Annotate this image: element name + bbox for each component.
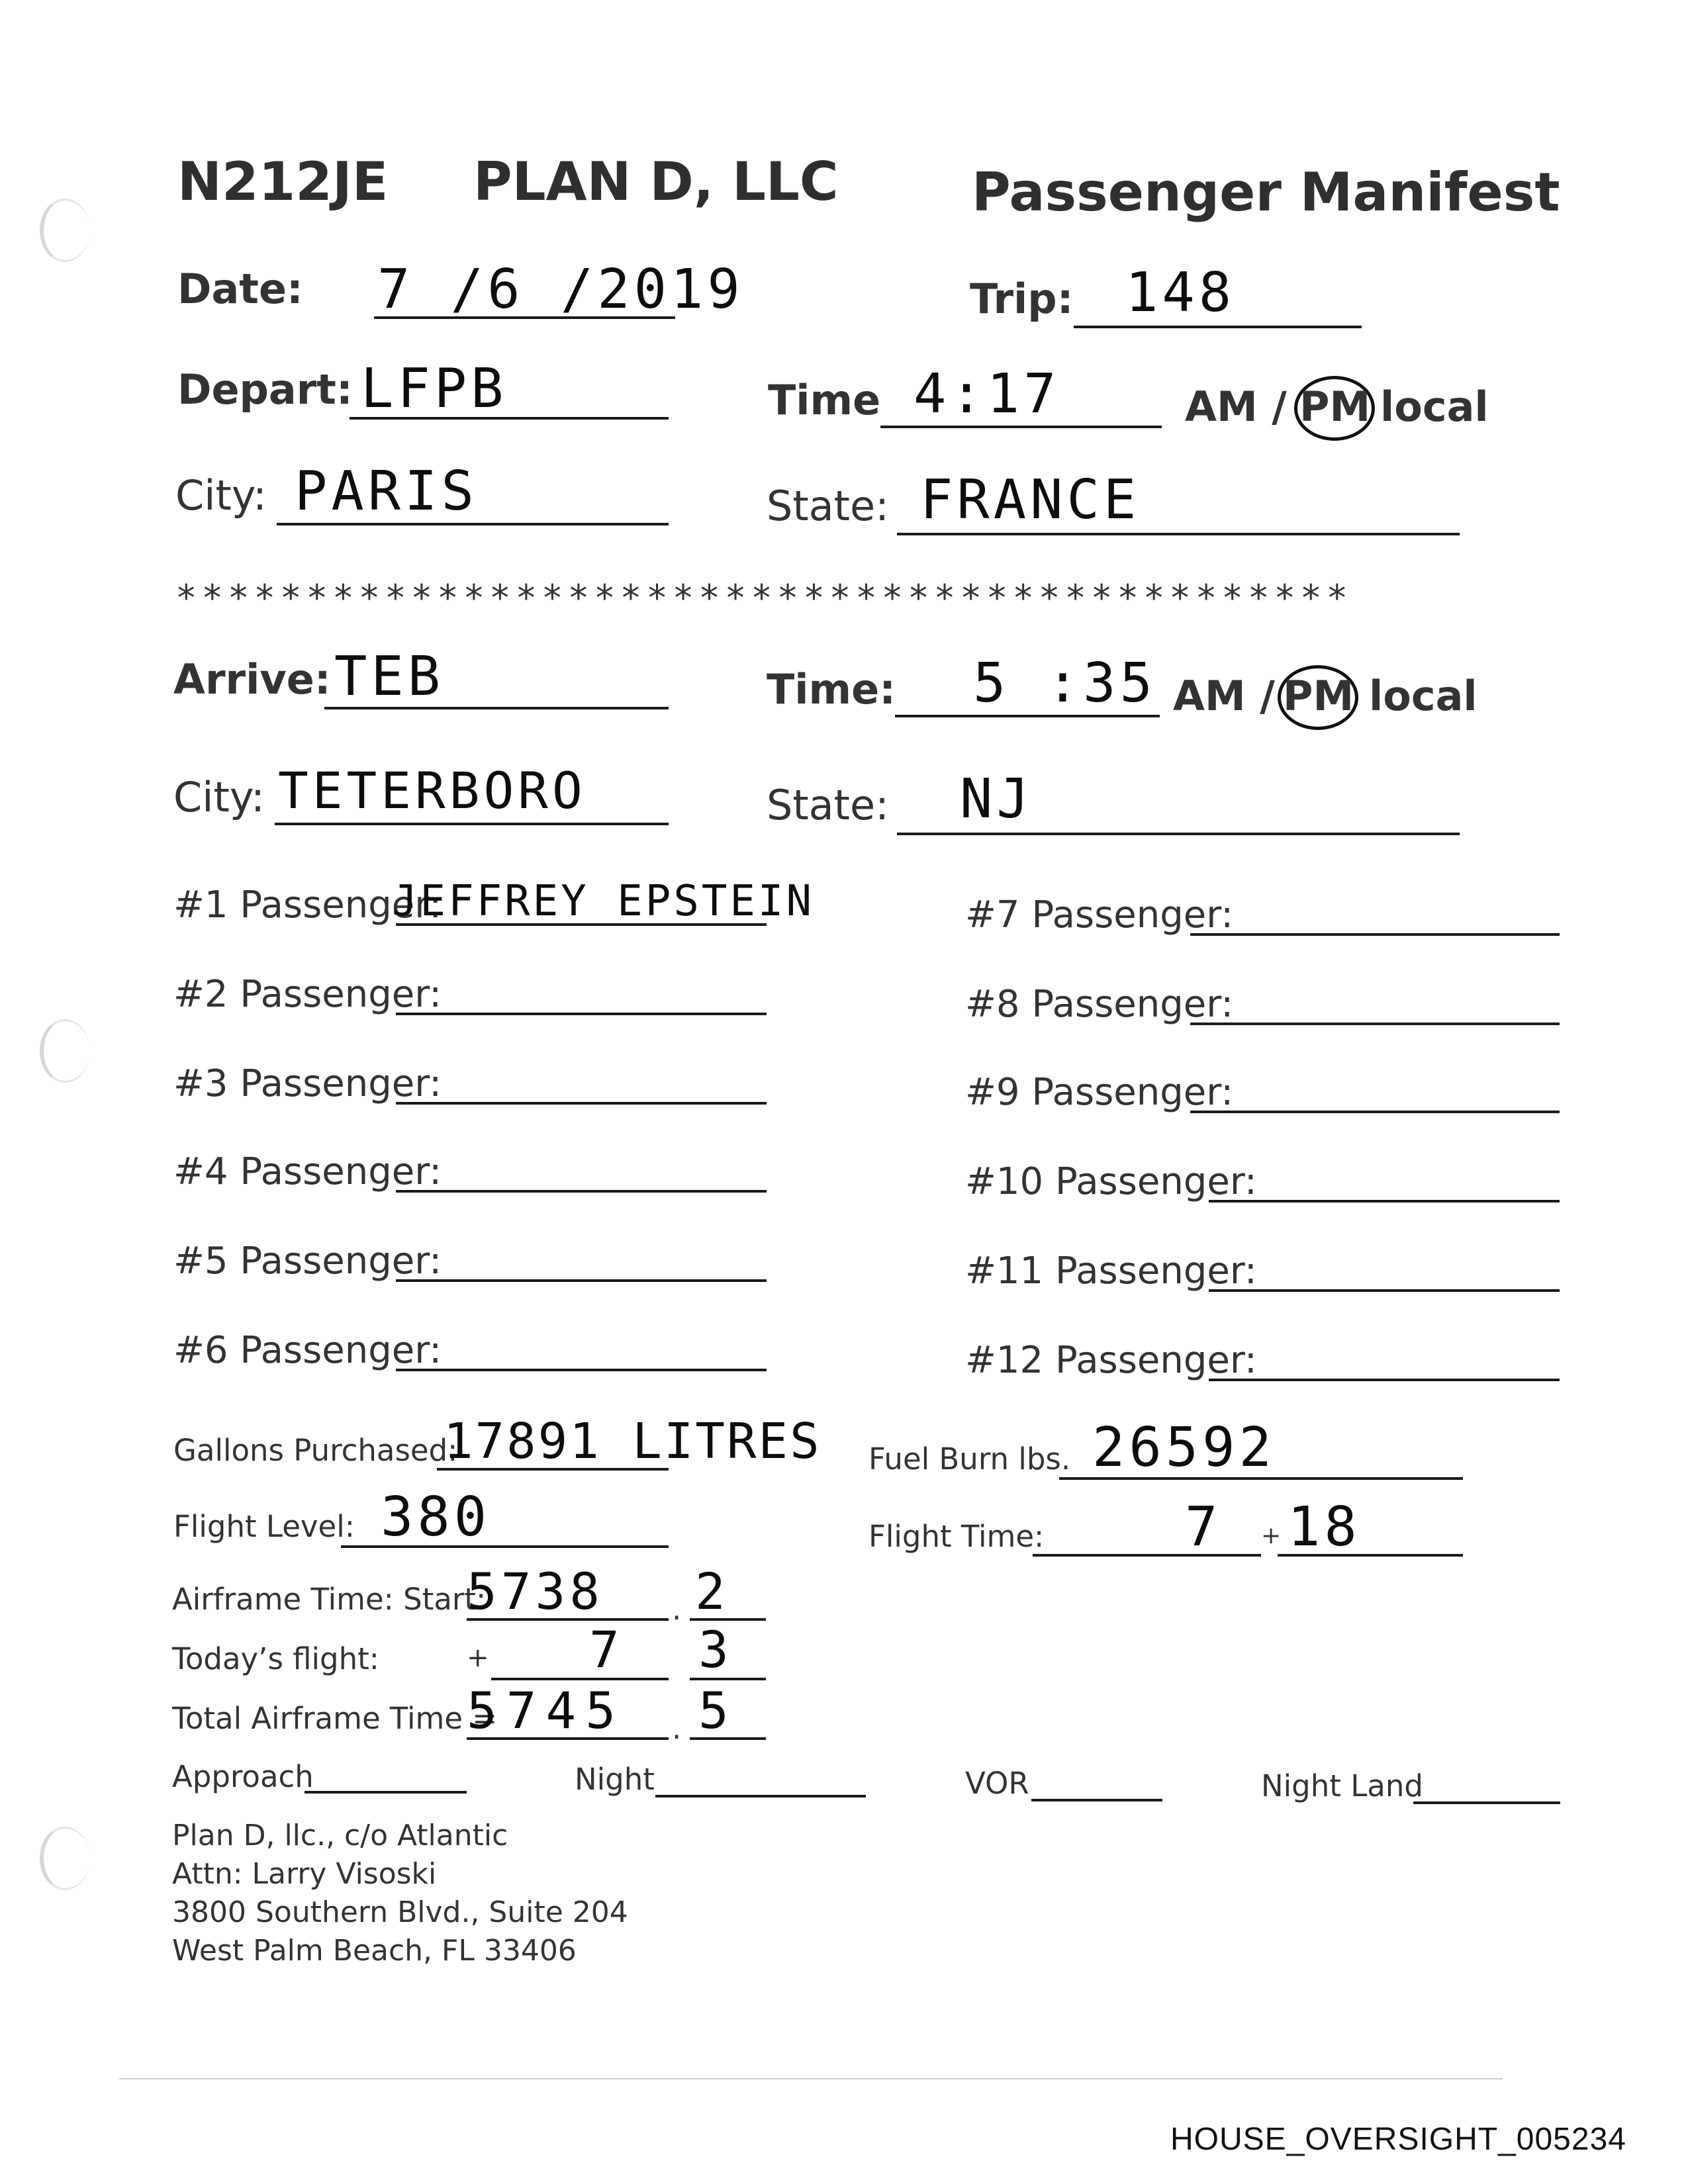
passenger-10-label: #10 Passenger: [965,1160,1257,1203]
depart-value[interactable]: LFPB [361,357,508,420]
night-land-label: Night Land [1261,1768,1423,1803]
gallons-label: Gallons Purchased: [173,1433,458,1468]
gallons-value[interactable]: 17891 LITRES [444,1413,821,1470]
arrive-time-label: Time: [767,665,896,713]
binder-hole-top [40,199,90,262]
arrive-city-line [275,823,669,825]
trip-value[interactable]: 148 [1125,261,1236,324]
passenger-11-line [1209,1289,1560,1292]
airframe-start-tenth[interactable]: 2 [695,1562,729,1621]
passenger-8-line [1190,1023,1560,1025]
address-line-3: 3800 Southern Blvd., Suite 204 [172,1895,628,1929]
flight-level-label: Flight Level: [173,1509,355,1544]
flight-time-label: Flight Time: [868,1519,1045,1554]
tail-number: N212JE [177,151,389,212]
airframe-start-label: Airframe Time: Start: [172,1582,487,1617]
depart-city-value[interactable]: PARIS [295,460,478,523]
passenger-6-label: #6 Passenger: [173,1329,442,1372]
flight-time-minutes[interactable]: 18 [1288,1496,1361,1559]
night-land-line [1413,1801,1560,1804]
arrive-value[interactable]: TEB [334,645,445,708]
total-airframe-label: Total Airframe Time = [172,1701,498,1736]
passenger-4-line [396,1190,767,1193]
approach-label: Approach [172,1759,314,1794]
passenger-8-label: #8 Passenger: [965,983,1234,1026]
arrive-city-label: City: [173,773,265,821]
passenger-1-label: #1 Passenger: [173,884,442,927]
passenger-10-line [1209,1200,1560,1203]
arrive-label: Arrive: [173,655,331,704]
passenger-12-label: #12 Passenger: [965,1339,1257,1382]
arrive-state-value[interactable]: NJ [960,768,1033,831]
arrive-state-line [897,833,1460,835]
fuel-burn-label: Fuel Burn lbs. [868,1441,1071,1477]
depart-state-label: State: [767,482,890,530]
fuel-burn-value[interactable]: 26592 [1092,1416,1276,1479]
scan-bottom-edge [119,2078,1503,2079]
date-value[interactable]: 7 /6 /2019 [377,258,744,321]
trip-line [1074,326,1362,328]
arrive-am-label: AM / [1173,672,1275,720]
arrive-local-label: local [1369,672,1477,720]
todays-flight-tenth[interactable]: 3 [698,1620,733,1679]
passenger-7-line [1190,933,1560,936]
depart-pm-label: PM [1299,383,1371,431]
depart-city-label: City: [175,471,267,520]
address-line-4: West Palm Beach, FL 33406 [172,1934,577,1968]
depart-state-line [897,533,1460,535]
total-airframe-dot: . [672,1711,682,1746]
depart-label: Depart: [177,365,353,414]
todays-flight-label: Today’s flight: [172,1641,379,1676]
arrive-time-line [895,715,1160,717]
todays-flight-plus: + [467,1643,489,1673]
passenger-5-line [396,1279,767,1282]
passenger-2-line [396,1013,767,1015]
flight-time-plus: + [1261,1522,1282,1549]
todays-flight-whole-line [491,1678,669,1680]
passenger-9-label: #9 Passenger: [965,1071,1234,1114]
depart-am-label: AM / [1185,383,1287,431]
document-id: HOUSE_OVERSIGHT_005234 [1170,2122,1626,2157]
passenger-11-label: #11 Passenger: [965,1250,1257,1293]
arrive-state-label: State: [767,781,890,829]
approach-line [305,1791,467,1794]
vor-line [1031,1799,1162,1801]
depart-local-label: local [1380,383,1489,431]
passenger-4-label: #4 Passenger: [173,1150,442,1193]
arrive-city-value[interactable]: TETERBORO [278,761,586,820]
trip-label: Trip: [970,275,1074,323]
passenger-7-label: #7 Passenger: [965,893,1234,936]
night-line [655,1795,866,1797]
flight-time-hours-line [1033,1554,1261,1557]
address-line-1: Plan D, llc., c/o Atlantic [172,1819,508,1852]
depart-time-label: Time [768,376,881,424]
airframe-start-dot: . [672,1592,682,1627]
arrive-pm-label: PM [1283,672,1354,720]
night-label: Night [575,1762,655,1797]
passenger-12-line [1209,1379,1560,1381]
passenger-2-label: #2 Passenger: [173,973,442,1016]
total-airframe-tenth[interactable]: 5 [698,1681,733,1740]
passenger-6-line [396,1369,767,1371]
form-title: Passenger Manifest [972,161,1560,223]
passenger-5-label: #5 Passenger: [173,1240,442,1283]
binder-hole-bottom [40,1827,90,1890]
separator-asterisks: ********************************************* [175,577,1352,619]
flight-level-value[interactable]: 380 [381,1486,491,1549]
flight-time-hours[interactable]: 7 [1185,1496,1222,1559]
arrive-time-value[interactable]: 5 :35 [973,652,1156,715]
depart-state-value[interactable]: FRANCE [920,469,1141,531]
passenger-1-value[interactable]: JEFFREY EPSTEIN [392,877,814,926]
vor-label: VOR [965,1766,1029,1801]
address-line-2: Attn: Larry Visoski [172,1857,437,1891]
total-airframe-whole[interactable]: 5745 [467,1681,626,1740]
todays-flight-whole[interactable]: 7 [589,1620,624,1679]
airframe-start-whole[interactable]: 5738 [467,1562,604,1621]
company-name: PLAN D, LLC [473,151,839,212]
passenger-3-line [396,1102,767,1105]
binder-hole-middle [40,1019,90,1083]
date-label: Date: [177,265,303,313]
passenger-9-line [1190,1111,1560,1113]
depart-time-value[interactable]: 4:17 [914,363,1060,426]
depart-city-line [277,523,669,525]
depart-time-line [880,426,1162,428]
passenger-3-label: #3 Passenger: [173,1062,442,1105]
